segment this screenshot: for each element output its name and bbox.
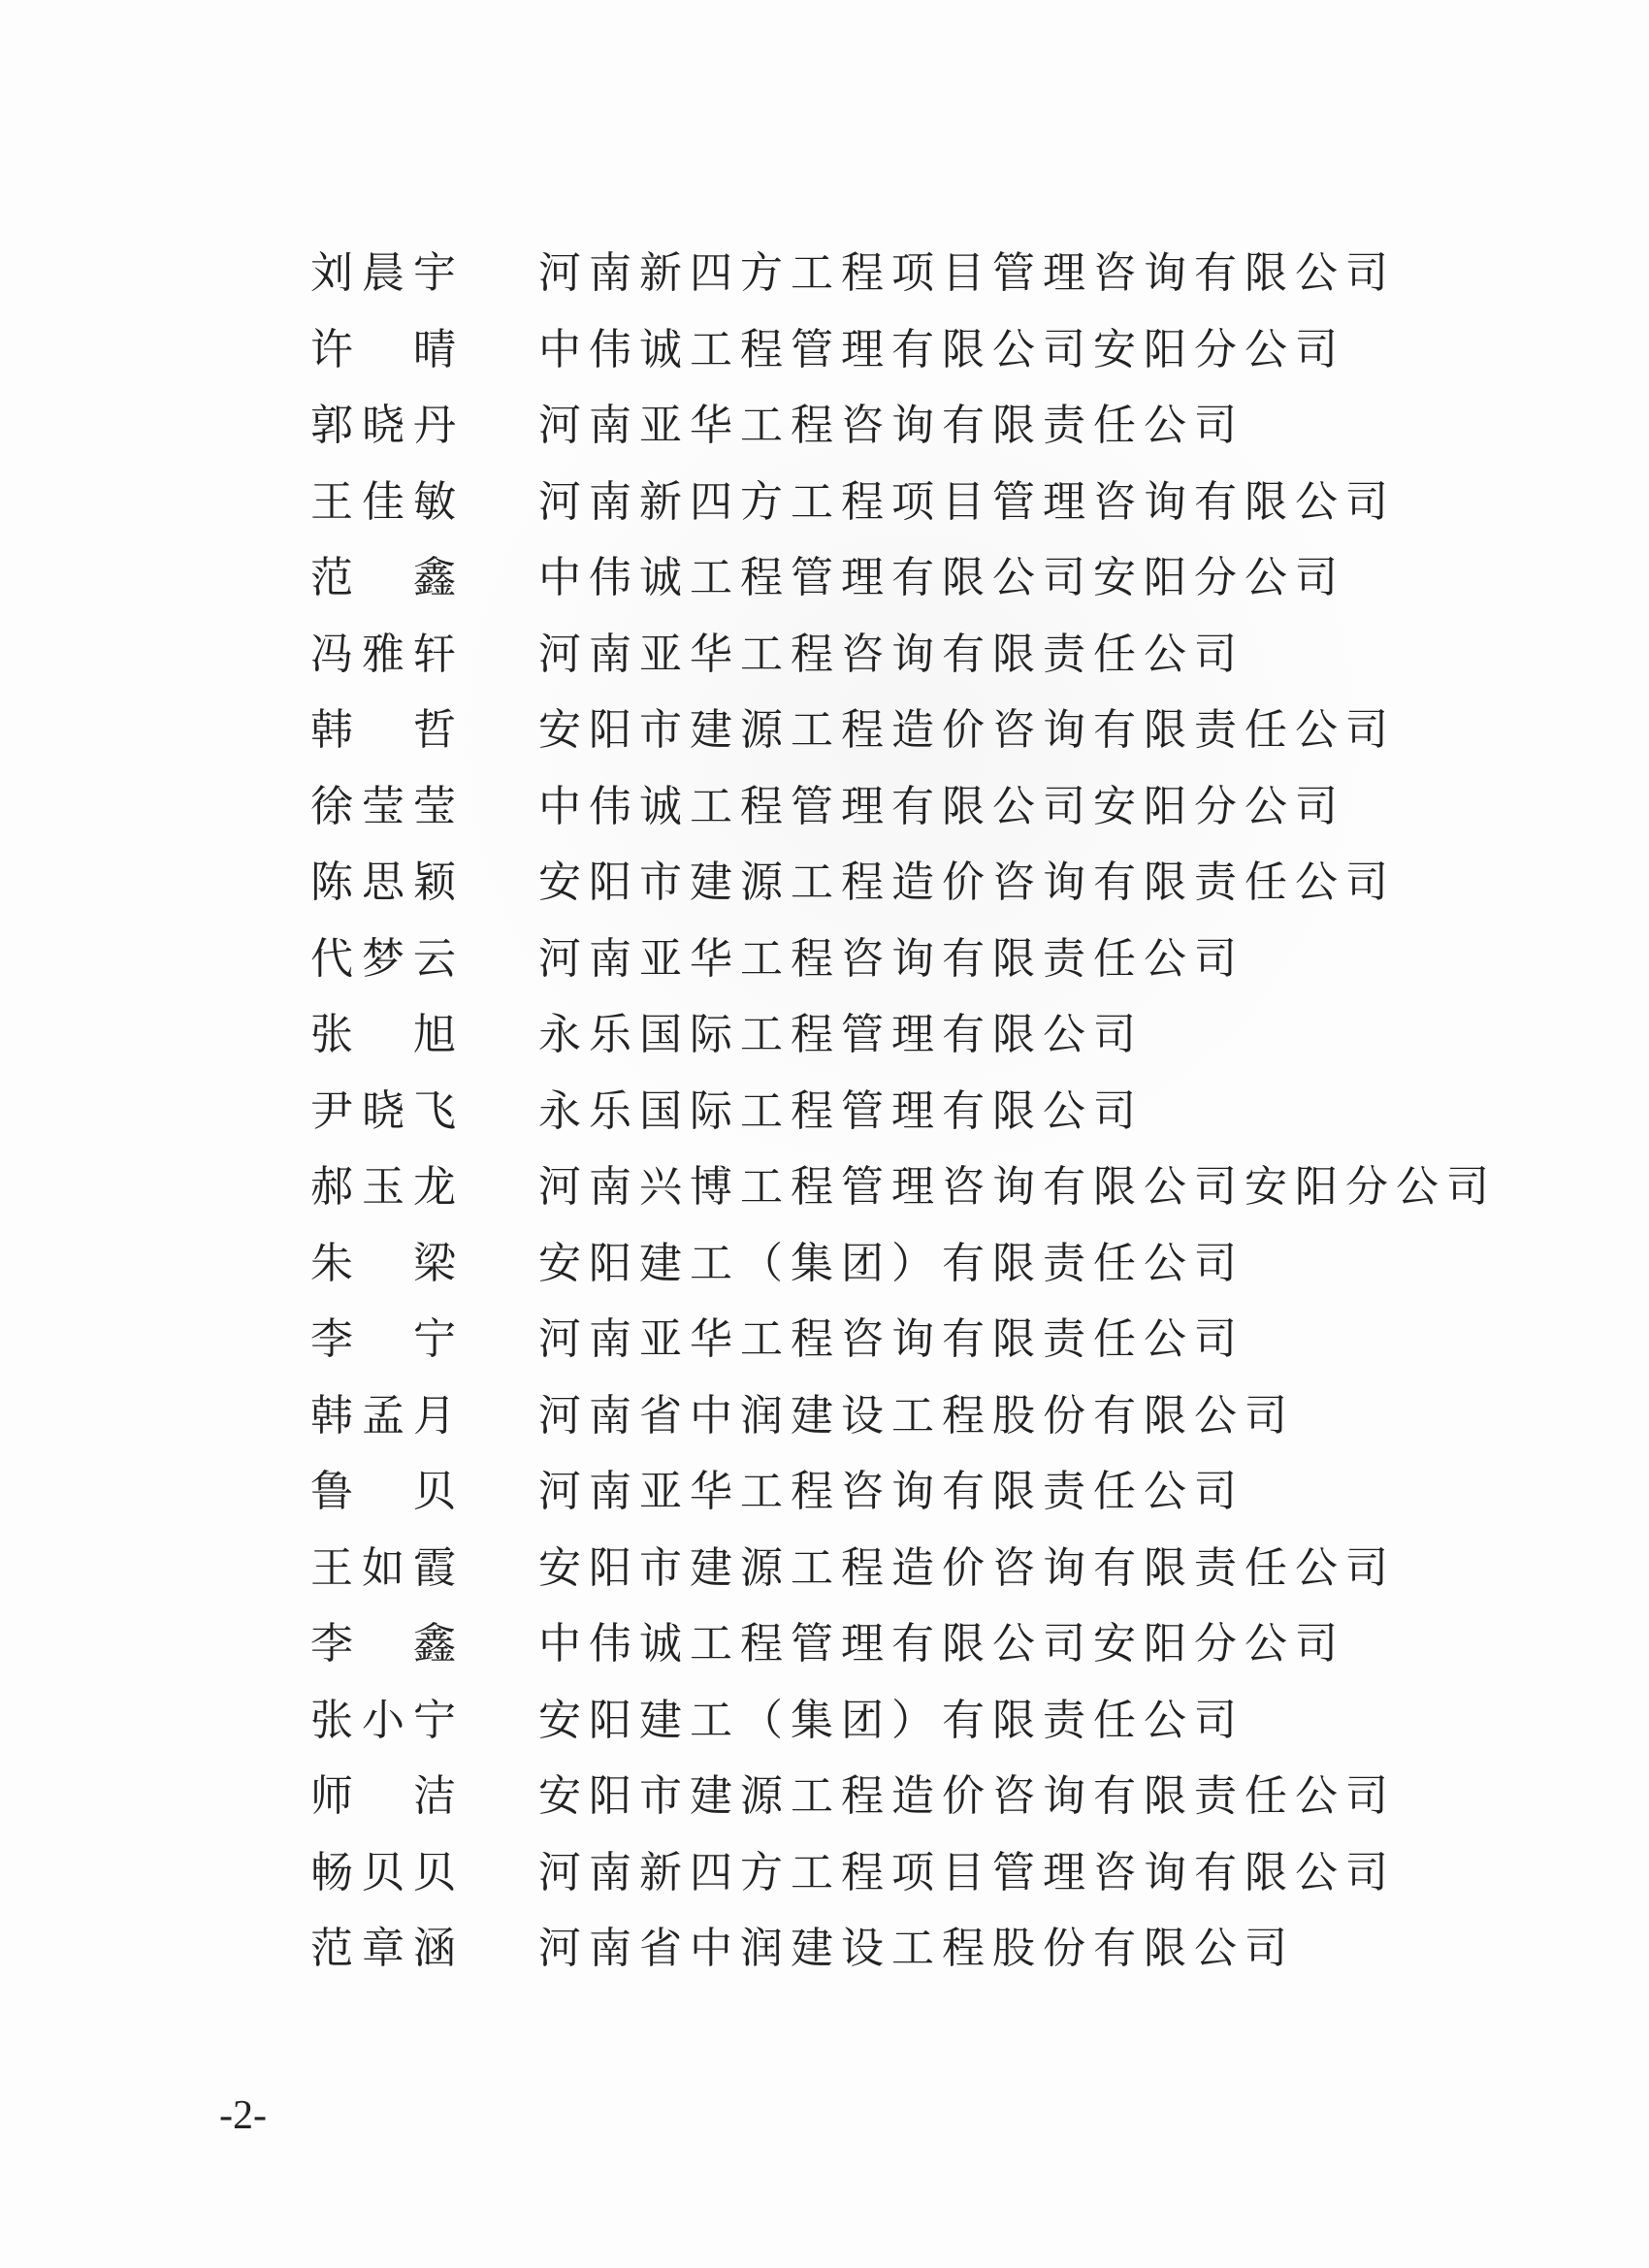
person-name [310,1151,456,1214]
company-name: 安阳建工（集团）有限责任公司 [538,1695,1245,1745]
list-item [310,238,1591,314]
person-name-char: 宁 [413,1695,456,1745]
person-name-char: 韩 [310,705,353,755]
list-item [310,467,1591,543]
person-name-char: 朱 [310,1238,353,1288]
company-name: 河南亚华工程咨询有限责任公司 [538,933,1245,984]
person-name-char: 飞 [413,1085,456,1136]
person-name [310,999,456,1061]
person-name-char: 晓 [362,401,404,450]
person-name-char: 旭 [413,1010,456,1059]
person-name-char: 郝 [310,1162,353,1212]
list-item [310,923,1591,1000]
person-name [310,1304,456,1366]
person-name-char: 莹 [362,781,404,831]
company-name: 河南亚华工程咨询有限责任公司 [538,1314,1245,1364]
person-name-char: 宁 [413,1314,456,1364]
person-name-char: 轩 [413,629,456,679]
person-name-char: 宇 [413,248,456,298]
company-name: 安阳市建源工程造价咨询有限责任公司 [538,705,1396,755]
person-name-char: 王 [310,1542,353,1593]
person-name-char: 李 [310,1619,353,1669]
person-name-char: 霞 [413,1542,456,1593]
person-name-char: 梦 [362,933,404,984]
person-name [310,467,456,529]
person-name-char: 鲁 [310,1467,353,1516]
list-item [310,1837,1591,1914]
person-name [310,1837,456,1899]
list-item [310,1456,1591,1533]
list-item [310,847,1591,923]
company-name: 安阳市建源工程造价咨询有限责任公司 [538,858,1396,907]
company-name: 安阳建工（集团）有限责任公司 [538,1238,1245,1288]
person-name [310,1380,456,1442]
person-name-char: 李 [310,1314,353,1364]
company-name: 河南省中润建设工程股份有限公司 [538,1924,1295,1973]
company-name: 河南亚华工程咨询有限责任公司 [538,1467,1245,1516]
person-name-char: 孟 [362,1390,404,1441]
company-name: 中伟诚工程管理有限公司安阳分公司 [538,1619,1345,1669]
person-name [310,1456,456,1518]
person-name-char: 洁 [413,1771,456,1821]
person-name-char: 晓 [362,1085,404,1136]
person-name-char: 刘 [310,248,353,298]
person-name-char: 小 [362,1695,404,1745]
list-item [310,771,1591,848]
company-name: 河南新四方工程项目管理咨询有限公司 [538,476,1396,527]
page-number: -2- [219,2093,267,2138]
person-name-char: 梁 [413,1238,456,1288]
person-name-char: 哲 [413,705,456,755]
person-name-char: 晨 [362,248,404,298]
person-name-char: 佳 [362,476,404,527]
person-name-char: 范 [310,1924,353,1973]
person-name [310,1076,456,1138]
company-name: 中伟诚工程管理有限公司安阳分公司 [538,324,1345,374]
person-name-char: 贝 [362,1847,404,1897]
list-item [310,695,1591,771]
person-name-char: 如 [362,1542,404,1593]
list-item [310,542,1591,619]
person-name-char: 鑫 [413,553,456,602]
person-name-char: 莹 [413,781,456,831]
person-name-char: 韩 [310,1390,353,1441]
company-name: 河南亚华工程咨询有限责任公司 [538,629,1245,679]
company-name: 河南省中润建设工程股份有限公司 [538,1390,1295,1441]
person-name-char: 王 [310,476,353,527]
person-name-char: 晴 [413,324,456,374]
list-item [310,1913,1591,1990]
person-name [310,619,456,681]
person-name [310,314,456,376]
person-name-char: 郭 [310,401,353,450]
list-item [310,1380,1591,1457]
person-name-char: 代 [310,933,353,984]
person-name [310,771,456,833]
person-name-char: 颖 [413,858,456,907]
company-name: 中伟诚工程管理有限公司安阳分公司 [538,553,1345,602]
person-name-char: 章 [362,1924,404,1973]
person-name-char: 月 [413,1390,456,1441]
list-item [310,999,1591,1076]
person-name-char: 徐 [310,781,353,831]
company-name: 安阳市建源工程造价咨询有限责任公司 [538,1771,1396,1821]
person-name [310,542,456,604]
person-name-char: 尹 [310,1085,353,1136]
person-name-char: 许 [310,324,353,374]
person-name-char: 畅 [310,1847,353,1897]
list-item [310,1685,1591,1762]
person-name-char: 陈 [310,858,353,907]
person-name [310,695,456,757]
person-name [310,1913,456,1975]
company-name: 河南亚华工程咨询有限责任公司 [538,401,1245,450]
person-name [310,1228,456,1290]
company-name: 河南兴博工程管理咨询有限公司安阳分公司 [538,1162,1497,1212]
person-name [310,390,456,452]
person-name-char: 鑫 [413,1619,456,1669]
person-name [310,1533,456,1595]
person-name-char: 玉 [362,1162,404,1212]
list-item [310,1761,1591,1837]
list-item [310,1304,1591,1380]
person-name [310,1685,456,1747]
list-item [310,1533,1591,1609]
person-name [310,923,456,986]
person-name-char: 思 [362,858,404,907]
person-name [310,1761,456,1823]
company-name: 永乐国际工程管理有限公司 [538,1010,1144,1059]
personnel-list [310,238,1591,1990]
list-item [310,1076,1591,1152]
company-name: 安阳市建源工程造价咨询有限责任公司 [538,1542,1396,1593]
person-name-char: 涵 [413,1924,456,1973]
list-item [310,1608,1591,1685]
person-name-char: 张 [310,1010,353,1059]
person-name-char: 贝 [413,1467,456,1516]
person-name-char: 师 [310,1771,353,1821]
company-name: 永乐国际工程管理有限公司 [538,1085,1144,1136]
person-name-char: 云 [413,933,456,984]
person-name-char: 张 [310,1695,353,1745]
list-item [310,1151,1591,1228]
person-name-char: 冯 [310,629,353,679]
person-name [310,1608,456,1670]
person-name [310,238,456,300]
list-item [310,390,1591,467]
list-item [310,1228,1591,1305]
person-name-char: 雅 [362,629,404,679]
person-name-char: 龙 [413,1162,456,1212]
company-name: 中伟诚工程管理有限公司安阳分公司 [538,781,1345,831]
person-name-char: 丹 [413,401,456,450]
person-name-char: 范 [310,553,353,602]
person-name-char: 敏 [413,476,456,527]
list-item [310,619,1591,696]
company-name: 河南新四方工程项目管理咨询有限公司 [538,1847,1396,1897]
company-name: 河南新四方工程项目管理咨询有限公司 [538,248,1396,298]
person-name-char: 贝 [413,1847,456,1897]
list-item [310,314,1591,391]
person-name [310,847,456,909]
